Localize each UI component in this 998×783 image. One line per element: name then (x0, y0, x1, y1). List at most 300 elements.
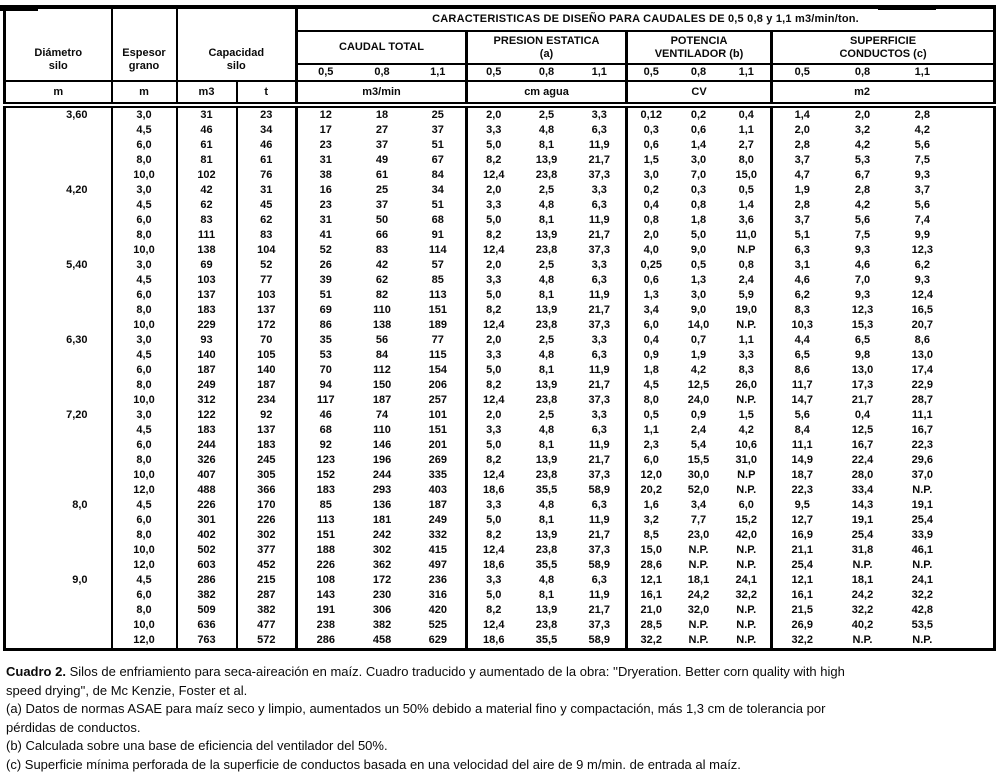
diametro-silo (5, 483, 112, 498)
espesor-grano: 3,0 (112, 183, 177, 198)
capacidad-m3: 42 (177, 183, 237, 198)
potencia-ventilador-0_5: 0,2 (643, 184, 659, 196)
potencia-ventilador-0_8: 0,8 (690, 199, 707, 211)
potencia-ventilador-1_1: 1,4 (723, 198, 772, 213)
presion-estatica-0_5: 5,0 (486, 439, 502, 451)
potencia-ventilador-0_8: 0,6 (690, 124, 707, 136)
espesor-grano: 4,5 (112, 123, 177, 138)
superficie-conductos-1_1: 16,5 (911, 304, 933, 316)
superficie-conductos-0_8: 6,5 (854, 334, 871, 346)
caudal-total-0_5: 35 (319, 334, 332, 346)
potencia-ventilador-0_5: 0,8 (643, 214, 659, 226)
superficie-conductos-0_8: 28,0 (851, 469, 874, 481)
capacidad-m3: 46 (177, 123, 237, 138)
table-caption-block (6, 663, 994, 774)
capacidad-m3: 62 (177, 198, 237, 213)
col-header-label: grano (128, 60, 160, 72)
superficie-conductos-0_8: 18,1 (851, 574, 874, 586)
potencia-ventilador-0_5: 0,6 (643, 274, 659, 286)
potencia-ventilador-1_1: N.P. (723, 483, 772, 498)
superficie-conductos-0_8: 9,3 (854, 289, 871, 301)
capacidad-m3: 312 (177, 393, 237, 408)
capacidad-t: 105 (237, 348, 297, 363)
capacidad-t: 377 (237, 543, 297, 558)
caudal-total-1_1: 629 (411, 633, 467, 650)
superficie-conductos-0_8: 6,7 (854, 169, 871, 181)
diametro-silo (5, 288, 112, 303)
capacidad-t: 83 (237, 228, 297, 243)
superficie-conductos-1_1: 11,1 (911, 409, 933, 421)
group-header-caudal-total (297, 31, 467, 64)
table-row (5, 618, 995, 633)
potencia-ventilador-1_1: N.P. (723, 633, 772, 650)
table-row (5, 333, 995, 348)
caudal-total-1_1: 67 (411, 153, 467, 168)
capacidad-t: 103 (237, 288, 297, 303)
presion-estatica-0_5: 2,0 (486, 109, 502, 121)
scan-artifact (0, 5, 38, 11)
superficie-conductos-0_5: 5,6 (794, 409, 810, 421)
caudal-total-0_8: 27 (375, 124, 389, 136)
presion-estatica-1_1: 11,9 (574, 438, 627, 453)
header-row-units (5, 81, 995, 105)
presion-estatica-1_1: 11,9 (574, 213, 627, 228)
potencia-ventilador-0_8: N.P. (688, 544, 709, 556)
presion-estatica-1_1: 37,3 (574, 318, 627, 333)
superficie-conductos-0_5: 2,0 (794, 124, 810, 136)
presion-estatica-1_1: 21,7 (574, 453, 627, 468)
caudal-total-0_8: 83 (375, 244, 389, 256)
presion-estatica-0_5: 12,4 (483, 244, 505, 256)
presion-estatica-0_8: 23,8 (535, 169, 558, 181)
caudal-total-0_5: 226 (316, 559, 335, 571)
capacidad-m3: 138 (177, 243, 237, 258)
potencia-ventilador-1_1: N.P. (723, 318, 772, 333)
presion-estatica-0_5: 2,0 (486, 259, 502, 271)
table-row (5, 513, 995, 528)
presion-estatica-0_8: 2,5 (538, 334, 555, 346)
superficie-conductos-0_5: 16,1 (791, 589, 813, 601)
caudal-total-0_8: 136 (372, 499, 392, 511)
diametro-silo (5, 213, 112, 228)
presion-estatica-0_8: 4,8 (538, 274, 555, 286)
group-header-label: PRESION ESTATICA (493, 34, 600, 47)
potencia-ventilador-0_5: 0,4 (643, 334, 659, 346)
potencia-ventilador-0_8: 24,2 (687, 589, 710, 601)
potencia-ventilador-0_8: 32,0 (687, 604, 710, 616)
potencia-ventilador-0_8: 0,2 (690, 109, 707, 121)
presion-estatica-0_5: 5,0 (486, 214, 502, 226)
superficie-conductos-0_5: 8,4 (794, 424, 810, 436)
potencia-ventilador-0_8: 12,5 (687, 379, 710, 391)
potencia-ventilador-1_1: 0,5 (723, 183, 772, 198)
presion-estatica-1_1: 6,3 (574, 573, 627, 588)
caudal-total-0_5: 39 (319, 274, 332, 286)
caudal-total-1_1: 85 (411, 273, 467, 288)
superficie-conductos-0_5: 12,1 (791, 574, 813, 586)
superficie-conductos-0_5: 9,5 (794, 499, 810, 511)
presion-estatica-0_8: 2,5 (538, 259, 555, 271)
capacidad-m3: 229 (177, 318, 237, 333)
capacidad-t: 170 (237, 498, 297, 513)
presion-estatica-1_1: 37,3 (574, 393, 627, 408)
superficie-conductos-0_5: 11,1 (791, 439, 813, 451)
superficie-conductos-1_1: 17,4 (911, 364, 933, 376)
presion-estatica-0_8: 13,9 (535, 454, 558, 466)
presion-estatica-1_1: 58,9 (574, 483, 627, 498)
table-row (5, 288, 995, 303)
caudal-total-0_5: 70 (319, 364, 332, 376)
potencia-ventilador-0_5: 2,3 (643, 439, 659, 451)
capacidad-m3: 636 (177, 618, 237, 633)
presion-estatica-0_8: 23,8 (535, 244, 558, 256)
diametro-silo (5, 393, 112, 408)
capacidad-m3: 81 (177, 153, 237, 168)
presion-estatica-0_8: 8,1 (538, 589, 555, 601)
potencia-ventilador-0_8: 9,0 (690, 244, 707, 256)
superficie-conductos-1_1: 46,1 (911, 544, 933, 556)
caudal-total-0_8: 138 (372, 319, 392, 331)
potencia-ventilador-1_1: 19,0 (723, 303, 772, 318)
caudal-total-0_5: 123 (316, 454, 335, 466)
footnote-a-line-1: (a) Datos de normas ASAE para maíz seco y limpio, aumentados un 50% debido a material fino y compactación, más 1,3 cm de tolerancia por (6, 701, 826, 716)
presion-estatica-1_1: 58,9 (574, 633, 627, 650)
potencia-ventilador-0_8: 7,7 (690, 514, 707, 526)
espesor-grano: 6,0 (112, 288, 177, 303)
table-row (5, 153, 995, 168)
diametro-silo (5, 633, 112, 650)
superficie-conductos-0_8: 25,4 (851, 529, 874, 541)
superficie-conductos-0_5: 10,3 (791, 319, 813, 331)
presion-estatica-1_1: 21,7 (574, 378, 627, 393)
table-row (5, 348, 995, 363)
potencia-ventilador-0_5: 32,2 (640, 634, 662, 646)
superficie-conductos-0_5: 14,7 (791, 394, 813, 406)
caudal-total-1_1: 332 (411, 528, 467, 543)
superficie-conductos-0_8: 16,7 (851, 439, 874, 451)
caudal-total-1_1: 57 (411, 258, 467, 273)
capacidad-t: 183 (237, 438, 297, 453)
capacidad-m3: 111 (177, 228, 237, 243)
potencia-ventilador-0_8: N.P. (688, 559, 709, 571)
superficie-conductos-1_1: 4,2 (914, 124, 930, 136)
espesor-grano: 10,0 (112, 468, 177, 483)
caudal-total-0_5: 143 (316, 589, 335, 601)
superficie-conductos-0_5: 18,7 (791, 469, 813, 481)
diametro-silo (5, 228, 112, 243)
presion-estatica-0_5: 8,2 (486, 529, 502, 541)
potencia-ventilador-0_8: 3,0 (690, 154, 707, 166)
espesor-grano: 6,0 (112, 213, 177, 228)
superficie-conductos-0_5: 8,3 (794, 304, 810, 316)
table-row (5, 558, 995, 573)
superficie-conductos-0_5: 4,6 (794, 274, 810, 286)
potencia-ventilador-1_1: N.P. (723, 543, 772, 558)
capacidad-m3: 502 (177, 543, 237, 558)
espesor-grano: 8,0 (112, 228, 177, 243)
capacidad-t: 76 (237, 168, 297, 183)
caudal-total-1_1: 154 (411, 363, 467, 378)
superficie-conductos-1_1: 8,6 (914, 334, 930, 346)
presion-estatica-0_8: 23,8 (535, 544, 558, 556)
potencia-ventilador-0_5: 0,25 (640, 259, 662, 271)
espesor-grano: 3,0 (112, 105, 177, 123)
potencia-ventilador-0_5: 0,6 (643, 139, 659, 151)
presion-estatica-0_5: 8,2 (486, 154, 502, 166)
superficie-conductos-0_8: 19,1 (851, 514, 874, 526)
presion-estatica-1_1: 21,7 (574, 303, 627, 318)
caudal-total-0_5: 188 (316, 544, 335, 556)
superficie-conductos-1_1: 20,7 (911, 319, 933, 331)
espesor-grano: 3,0 (112, 333, 177, 348)
col-header-espesor-grano (112, 7, 177, 81)
caudal-total-0_5: 113 (316, 514, 335, 526)
subcol-potencia-0_8: 0,8 (690, 66, 707, 78)
caudal-total-1_1: 115 (411, 348, 467, 363)
potencia-ventilador-0_5: 1,3 (643, 289, 659, 301)
caudal-total-1_1: 101 (411, 408, 467, 423)
table-row (5, 543, 995, 558)
presion-estatica-0_5: 12,4 (483, 469, 505, 481)
potencia-ventilador-1_1: 3,3 (723, 348, 772, 363)
superficie-conductos-1_1: 5,6 (914, 139, 930, 151)
superficie-conductos-1_1: 53,5 (911, 619, 933, 631)
potencia-ventilador-0_8: 30,0 (687, 469, 710, 481)
superficie-conductos-0_5: 25,4 (791, 559, 813, 571)
col-header-label: silo (48, 60, 68, 72)
caudal-total-0_8: 146 (372, 439, 392, 451)
presion-estatica-0_8: 4,8 (538, 424, 555, 436)
table-row (5, 273, 995, 288)
caudal-total-0_8: 82 (375, 289, 389, 301)
capacidad-m3: 183 (177, 423, 237, 438)
capacidad-t: 245 (237, 453, 297, 468)
table-main-title: CARACTERISTICAS DE DISEÑO PARA CAUDALES DE 0,5 0,8 y 1,1 m3/min/ton. (297, 7, 995, 31)
espesor-grano: 10,0 (112, 318, 177, 333)
potencia-ventilador-0_8: 1,4 (690, 139, 707, 151)
superficie-conductos-1_1: 22,9 (911, 379, 933, 391)
superficie-conductos-1_1: 22,3 (911, 439, 933, 451)
unit-espesor: m (112, 81, 177, 105)
capacidad-t: 92 (237, 408, 297, 423)
capacidad-t: 70 (237, 333, 297, 348)
superficie-conductos-0_8: 31,8 (851, 544, 874, 556)
potencia-ventilador-1_1: 24,1 (723, 573, 772, 588)
caudal-total-1_1: 84 (411, 168, 467, 183)
superficie-conductos-1_1: 7,5 (914, 154, 930, 166)
table-row (5, 378, 995, 393)
presion-estatica-1_1: 58,9 (574, 558, 627, 573)
potencia-ventilador-1_1: N.P. (723, 558, 772, 573)
superficie-conductos-0_5: 5,1 (794, 229, 810, 241)
col-header-capacidad-silo (177, 7, 297, 81)
unit-capacidad-m3: m3 (177, 81, 237, 105)
presion-estatica-0_8: 4,8 (538, 574, 555, 586)
espesor-grano: 10,0 (112, 618, 177, 633)
superficie-conductos-1_1: 12,4 (911, 289, 933, 301)
superficie-conductos-0_8: 13,0 (851, 364, 874, 376)
presion-estatica-0_5: 5,0 (486, 589, 502, 601)
caudal-total-1_1: 114 (411, 243, 467, 258)
presion-estatica-0_8: 8,1 (538, 214, 555, 226)
diametro-silo (5, 468, 112, 483)
superficie-conductos-0_8: 12,5 (851, 424, 874, 436)
caudal-total-1_1: 151 (411, 303, 467, 318)
caudal-total-1_1: 497 (411, 558, 467, 573)
potencia-ventilador-1_1: 11,0 (723, 228, 772, 243)
table-row (5, 303, 995, 318)
espesor-grano: 6,0 (112, 438, 177, 453)
table-row (5, 183, 995, 198)
superficie-conductos-0_8: 5,6 (854, 214, 871, 226)
potencia-ventilador-1_1: 5,9 (723, 288, 772, 303)
potencia-ventilador-0_5: 12,1 (640, 574, 662, 586)
caudal-total-0_8: 62 (375, 274, 389, 286)
diametro-silo (5, 123, 112, 138)
superficie-conductos-0_5: 16,9 (791, 529, 813, 541)
table-row (5, 243, 995, 258)
espesor-grano: 10,0 (112, 543, 177, 558)
espesor-grano: 8,0 (112, 378, 177, 393)
capacidad-m3: 488 (177, 483, 237, 498)
superficie-conductos-1_1: 24,1 (911, 574, 933, 586)
presion-estatica-1_1: 3,3 (574, 258, 627, 273)
superficie-conductos-1_1: 5,6 (914, 199, 930, 211)
potencia-ventilador-1_1: 31,0 (723, 453, 772, 468)
espesor-grano: 8,0 (112, 453, 177, 468)
capacidad-t: 572 (237, 633, 297, 650)
capacidad-t: 104 (237, 243, 297, 258)
caudal-total-0_5: 86 (319, 319, 332, 331)
potencia-ventilador-0_5: 28,6 (640, 559, 662, 571)
superficie-conductos-0_8: 9,3 (854, 244, 871, 256)
superficie-conductos-0_8: 4,2 (854, 199, 871, 211)
presion-estatica-1_1: 37,3 (574, 543, 627, 558)
potencia-ventilador-1_1: 15,2 (723, 513, 772, 528)
superficie-conductos-1_1: 9,3 (914, 274, 930, 286)
table-row (5, 498, 995, 513)
potencia-ventilador-0_5: 8,0 (643, 394, 659, 406)
footnote-c: (c) Superficie mínima perforada de la superficie de conductos basada en una velocidad del aire de 9 m/min. de entrada al maíz. (6, 756, 741, 772)
presion-estatica-0_8: 13,9 (535, 529, 558, 541)
presion-estatica-1_1: 6,3 (574, 198, 627, 213)
presion-estatica-1_1: 37,3 (574, 468, 627, 483)
espesor-grano: 4,5 (112, 273, 177, 288)
superficie-conductos-0_5: 4,7 (794, 169, 810, 181)
presion-estatica-0_5: 8,2 (486, 454, 502, 466)
presion-estatica-0_5: 18,6 (483, 634, 505, 646)
table-row (5, 123, 995, 138)
caudal-total-0_5: 92 (319, 439, 332, 451)
caudal-total-0_8: 25 (375, 184, 389, 196)
capacidad-m3: 286 (177, 573, 237, 588)
presion-estatica-0_8: 8,1 (538, 289, 555, 301)
caption-line-1 (6, 663, 994, 682)
caudal-total-1_1: 77 (411, 333, 467, 348)
potencia-ventilador-1_1: 2,7 (723, 138, 772, 153)
capacidad-t: 187 (237, 378, 297, 393)
potencia-ventilador-1_1: 3,6 (723, 213, 772, 228)
potencia-ventilador-1_1: 8,0 (723, 153, 772, 168)
caudal-total-0_8: 181 (372, 514, 392, 526)
superficie-conductos-0_8: N.P. (852, 634, 873, 646)
table-row (5, 483, 995, 498)
diametro-silo (5, 438, 112, 453)
capacidad-m3: 69 (177, 258, 237, 273)
capacidad-t: 61 (237, 153, 297, 168)
potencia-ventilador-0_8: 0,3 (690, 184, 707, 196)
presion-estatica-0_8: 13,9 (535, 379, 558, 391)
caudal-total-0_8: 196 (372, 454, 392, 466)
presion-estatica-1_1: 21,7 (574, 603, 627, 618)
presion-estatica-0_5: 5,0 (486, 289, 502, 301)
capacidad-t: 452 (237, 558, 297, 573)
potencia-ventilador-0_5: 0,12 (640, 109, 662, 121)
caudal-total-0_8: 74 (375, 409, 389, 421)
potencia-ventilador-1_1: N.P. (723, 603, 772, 618)
presion-estatica-0_5: 3,3 (486, 574, 502, 586)
potencia-ventilador-0_8: 4,2 (690, 364, 707, 376)
table-row (5, 423, 995, 438)
group-header-label: POTENCIA (670, 34, 728, 47)
caudal-total-1_1: 420 (411, 603, 467, 618)
presion-estatica-1_1: 6,3 (574, 498, 627, 513)
presion-estatica-1_1: 6,3 (574, 348, 627, 363)
presion-estatica-1_1: 21,7 (574, 153, 627, 168)
potencia-ventilador-0_5: 8,5 (643, 529, 659, 541)
footnote-a-line-2: pérdidas de conductos. (6, 719, 141, 735)
caudal-total-1_1: 51 (411, 138, 467, 153)
presion-estatica-0_8: 13,9 (535, 304, 558, 316)
caudal-total-0_5: 191 (316, 604, 335, 616)
espesor-grano: 3,0 (112, 408, 177, 423)
table-row (5, 633, 995, 650)
potencia-ventilador-0_5: 15,0 (640, 544, 662, 556)
footnote-b: (b) Calculada sobre una base de eficiencia del ventilador del 50%. (6, 738, 388, 753)
caudal-total-0_8: 458 (372, 634, 392, 646)
presion-estatica-0_8: 35,5 (535, 484, 558, 496)
potencia-ventilador-1_1: 8,3 (723, 363, 772, 378)
superficie-conductos-0_8: 15,3 (851, 319, 874, 331)
espesor-grano: 6,0 (112, 588, 177, 603)
potencia-ventilador-0_8: 5,0 (690, 229, 707, 241)
presion-estatica-0_5: 8,2 (486, 379, 502, 391)
capacidad-t: 34 (237, 123, 297, 138)
presion-estatica-0_5: 3,3 (486, 424, 502, 436)
presion-estatica-1_1: 11,9 (574, 588, 627, 603)
espesor-grano: 4,5 (112, 348, 177, 363)
superficie-conductos-0_5: 32,2 (791, 634, 813, 646)
espesor-grano: 6,0 (112, 138, 177, 153)
espesor-grano: 8,0 (112, 153, 177, 168)
presion-estatica-0_5: 3,3 (486, 199, 502, 211)
presion-estatica-0_8: 13,9 (535, 154, 558, 166)
presion-estatica-1_1: 37,3 (574, 168, 627, 183)
superficie-conductos-0_8: 2,0 (854, 109, 871, 121)
superficie-conductos-0_5: 3,7 (794, 214, 810, 226)
group-header-superficie-conductos (772, 31, 995, 64)
potencia-ventilador-1_1: 2,4 (723, 273, 772, 288)
caudal-total-1_1: 269 (411, 453, 467, 468)
table-row (5, 138, 995, 153)
diametro-silo (5, 423, 112, 438)
presion-estatica-0_5: 12,4 (483, 394, 505, 406)
col-header-diametro-silo (5, 7, 112, 81)
diametro-silo (5, 348, 112, 363)
table-header (5, 7, 995, 105)
caudal-total-0_5: 238 (316, 619, 335, 631)
potencia-ventilador-0_5: 6,0 (643, 319, 659, 331)
